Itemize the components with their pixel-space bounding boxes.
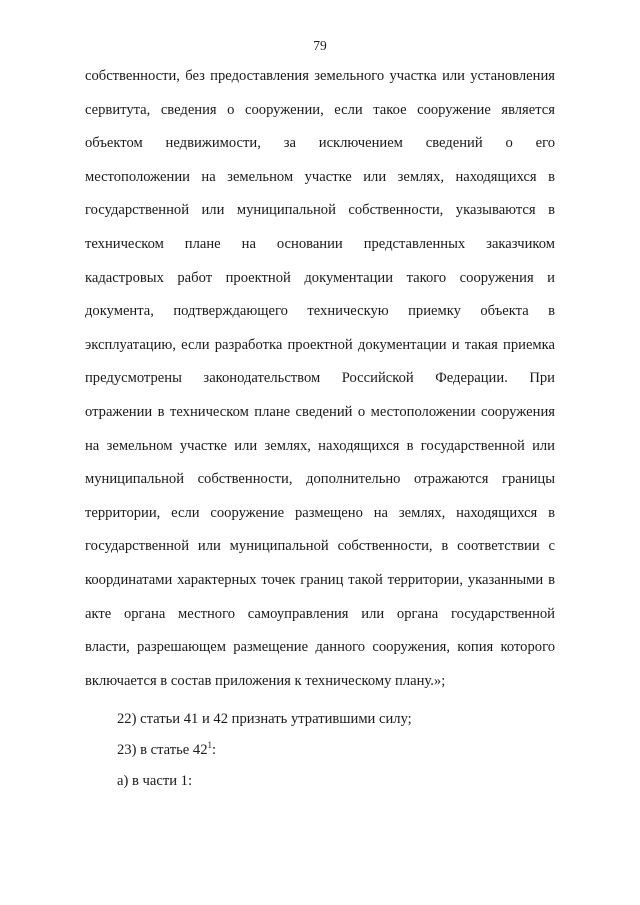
paragraph-line: территории, если сооружение размещено на землях, находящихся в <box>85 504 555 521</box>
paragraph-line: предусмотрены законодательством Российской Федерации. При <box>85 370 555 387</box>
main-paragraph <box>85 66 555 704</box>
item-22: 22) статьи 41 и 42 признать утратившими силу; <box>117 711 412 727</box>
paragraph-line: отражении в техническом плане сведений о местоположении сооружения <box>85 403 555 420</box>
item-a: а) в части 1: <box>117 773 193 789</box>
paragraph-line: эксплуатацию, если разработка проектной документации и такая приемка <box>85 336 555 353</box>
paragraph-line: техническом плане на основании представленных заказчиком <box>85 235 555 252</box>
paragraph-line: государственной или муниципальной собственности, указываются в <box>85 202 555 219</box>
paragraph-line: муниципальной собственности, дополнительно отражаются границы <box>85 471 555 488</box>
paragraph-line: акте органа местного самоуправления или органа государственной <box>85 605 555 622</box>
amendment-items <box>117 709 557 802</box>
paragraph-line: сервитута, сведения о сооружении, если такое сооружение является <box>85 101 555 118</box>
paragraph-line: собственности, без предоставления земельного участка или установления <box>85 68 555 84</box>
item-23-suffix: : <box>212 742 217 758</box>
item-23-prefix: 23) в статье 42 <box>117 742 208 758</box>
paragraph-line: включается в состав приложения к техническому плану.»; <box>85 672 446 689</box>
item-23-superscript: 1 <box>207 740 213 750</box>
paragraph-line: документа, подтверждающего техническую приемку объекта в <box>85 303 555 320</box>
paragraph-line: координатами характерных точек границ такой территории, указанными в <box>85 571 555 588</box>
page-number: 79 <box>313 38 327 53</box>
paragraph-line: кадастровых работ проектной документации такого сооружения и <box>85 269 555 286</box>
item-23 <box>117 740 557 771</box>
paragraph-line: объектом недвижимости, за исключением сведений о его <box>85 135 555 152</box>
paragraph-line: власти, разрешающем размещение данного сооружения, копия которого <box>85 639 555 656</box>
paragraph-line: государственной или муниципальной собственности, в соответствии с <box>85 538 555 555</box>
paragraph-line: местоположении на земельном участке или землях, находящихся в <box>85 168 555 185</box>
paragraph-line: на земельном участке или землях, находящихся в государственной или <box>85 437 555 454</box>
